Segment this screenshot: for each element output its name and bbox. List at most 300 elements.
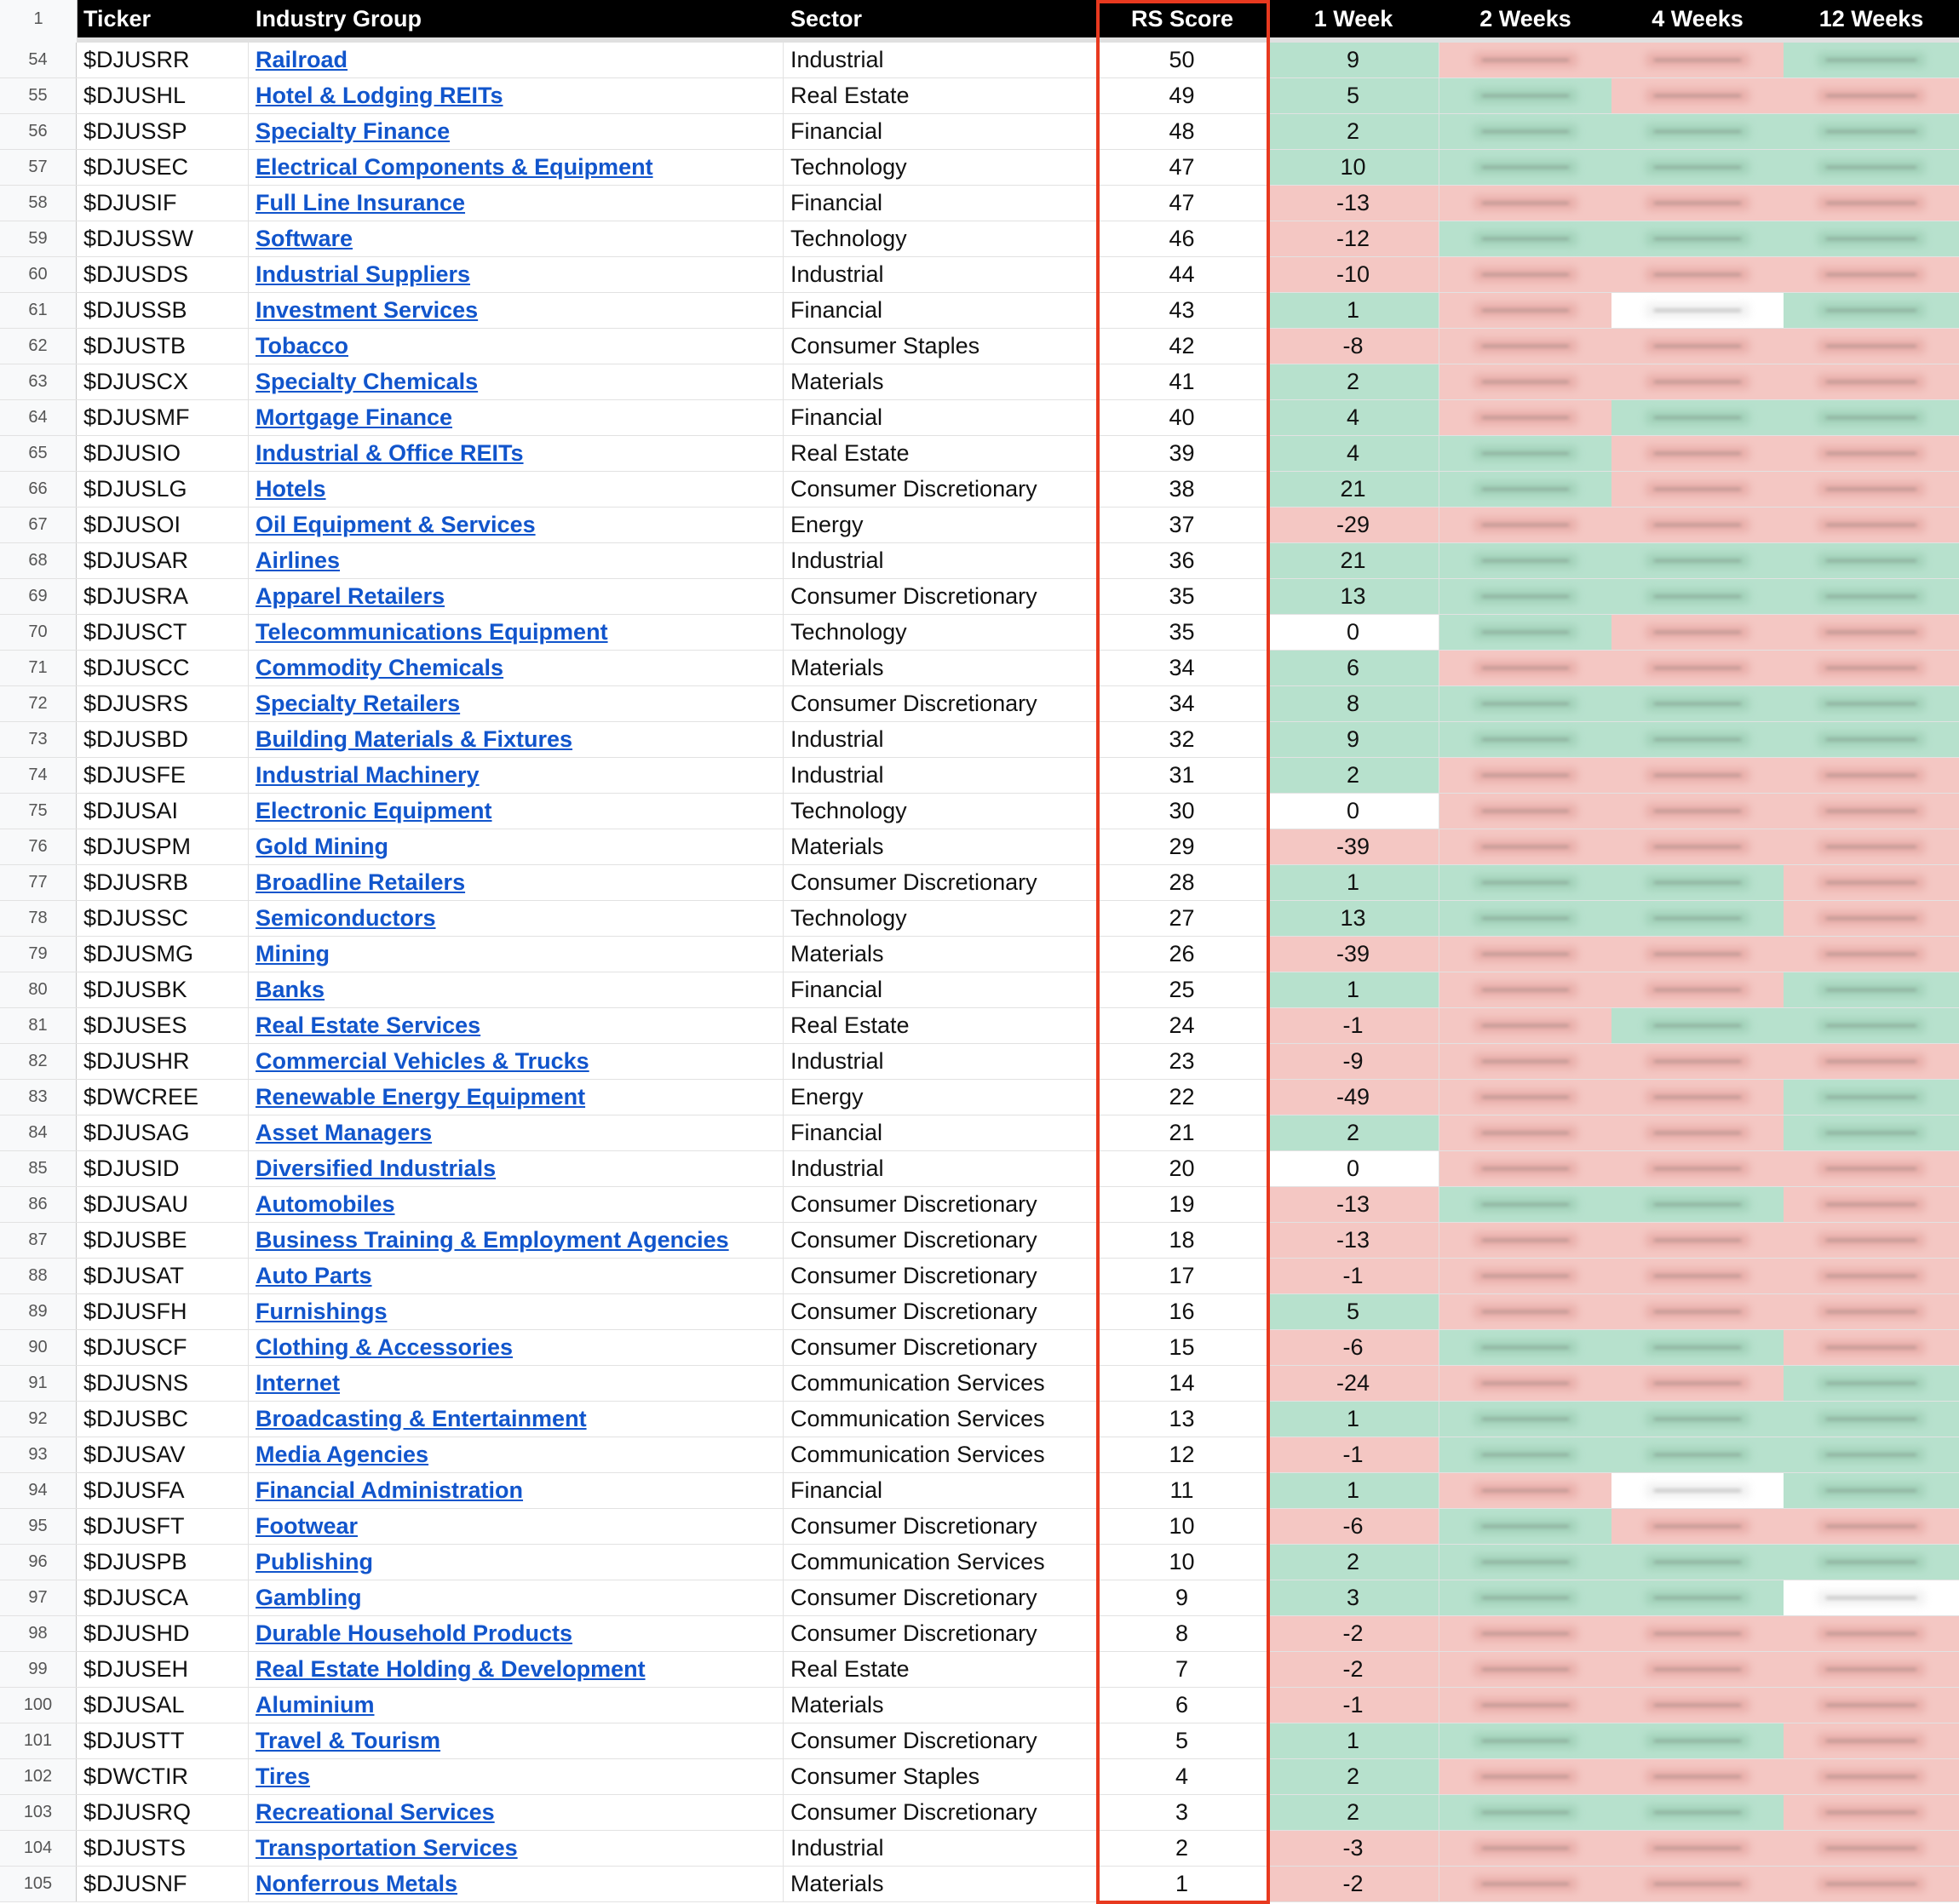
sector-cell[interactable]: Communication Services [784,1366,1097,1401]
sector-cell[interactable]: Industrial [784,1151,1097,1186]
rs-score-cell[interactable]: 4 [1097,1759,1267,1794]
one-week-change-cell[interactable]: 2 [1267,1115,1439,1150]
row-number[interactable]: 55 [0,78,77,113]
industry-group-link[interactable]: Recreational Services [256,1799,495,1825]
row-number[interactable]: 85 [0,1151,77,1186]
rs-score-cell[interactable]: 34 [1097,651,1267,685]
sector-cell[interactable]: Materials [784,829,1097,864]
industry-group-link[interactable]: Hotels [256,476,326,502]
four-weeks-change-cell-redacted[interactable] [1611,1080,1784,1115]
row-number[interactable]: 56 [0,114,77,149]
four-weeks-change-cell-redacted[interactable] [1611,651,1784,685]
one-week-change-cell[interactable]: 2 [1267,114,1439,149]
sector-cell[interactable]: Industrial [784,1044,1097,1079]
row-number[interactable]: 66 [0,472,77,507]
four-weeks-change-cell-redacted[interactable] [1611,972,1784,1007]
row-number[interactable]: 101 [0,1723,77,1758]
two-weeks-change-cell-redacted[interactable] [1439,293,1611,328]
row-number[interactable]: 62 [0,329,77,364]
industry-group-link[interactable]: Specialty Retailers [256,691,461,716]
industry-group-link[interactable]: Industrial & Office REITs [256,440,524,466]
rs-score-cell[interactable]: 19 [1097,1187,1267,1222]
sector-cell[interactable]: Financial [784,293,1097,328]
twelve-weeks-change-cell-redacted[interactable] [1784,1366,1959,1401]
ticker-cell[interactable]: $DJUSNF [77,1867,249,1901]
ticker-cell[interactable]: $DJUSPM [77,829,249,864]
row-number[interactable]: 91 [0,1366,77,1401]
ticker-cell[interactable]: $DJUSDS [77,257,249,292]
ticker-cell[interactable]: $DJUSSB [77,293,249,328]
twelve-weeks-change-cell-redacted[interactable] [1784,1223,1959,1258]
sector-cell[interactable]: Financial [784,972,1097,1007]
row-number[interactable]: 63 [0,364,77,399]
sector-cell[interactable]: Materials [784,1688,1097,1723]
twelve-weeks-change-cell-redacted[interactable] [1784,1330,1959,1365]
one-week-change-cell[interactable]: 1 [1267,1473,1439,1508]
ticker-cell[interactable]: $DJUSTT [77,1723,249,1758]
industry-group-link[interactable]: Furnishings [256,1299,388,1324]
sector-cell[interactable]: Consumer Staples [784,329,1097,364]
column-header-rs-score[interactable]: RS Score [1130,6,1234,32]
industry-group-link[interactable]: Publishing [256,1549,373,1574]
four-weeks-change-cell-redacted[interactable] [1611,1259,1784,1293]
four-weeks-change-cell-redacted[interactable] [1611,1294,1784,1329]
rs-score-cell[interactable]: 26 [1097,937,1267,972]
ticker-cell[interactable]: $DJUSBD [77,722,249,757]
industry-group-link[interactable]: Oil Equipment & Services [256,512,536,537]
four-weeks-change-cell-redacted[interactable] [1611,1580,1784,1615]
sector-cell[interactable]: Communication Services [784,1545,1097,1580]
twelve-weeks-change-cell-redacted[interactable] [1784,472,1959,507]
twelve-weeks-change-cell-redacted[interactable] [1784,150,1959,185]
header-row-number[interactable]: 1 [0,0,78,43]
sector-cell[interactable]: Consumer Discretionary [784,865,1097,900]
two-weeks-change-cell-redacted[interactable] [1439,150,1611,185]
two-weeks-change-cell-redacted[interactable] [1439,1008,1611,1043]
rs-score-cell[interactable]: 42 [1097,329,1267,364]
twelve-weeks-change-cell-redacted[interactable] [1784,1008,1959,1043]
column-header-1-week[interactable]: 1 Week [1313,6,1393,32]
four-weeks-change-cell-redacted[interactable] [1611,1652,1784,1687]
one-week-change-cell[interactable]: -6 [1267,1509,1439,1544]
twelve-weeks-change-cell-redacted[interactable] [1784,114,1959,149]
twelve-weeks-change-cell-redacted[interactable] [1784,508,1959,542]
twelve-weeks-change-cell-redacted[interactable] [1784,1473,1959,1508]
rs-score-cell[interactable]: 35 [1097,615,1267,650]
two-weeks-change-cell-redacted[interactable] [1439,1402,1611,1437]
two-weeks-change-cell-redacted[interactable] [1439,1723,1611,1758]
four-weeks-change-cell-redacted[interactable] [1611,901,1784,936]
one-week-change-cell[interactable]: 3 [1267,1580,1439,1615]
two-weeks-change-cell-redacted[interactable] [1439,579,1611,614]
rs-score-cell[interactable]: 22 [1097,1080,1267,1115]
one-week-change-cell[interactable]: 21 [1267,543,1439,578]
two-weeks-change-cell-redacted[interactable] [1439,78,1611,113]
industry-group-link[interactable]: Clothing & Accessories [256,1334,514,1360]
industry-group-link[interactable]: Building Materials & Fixtures [256,726,573,752]
twelve-weeks-change-cell-redacted[interactable] [1784,615,1959,650]
four-weeks-change-cell-redacted[interactable] [1611,1795,1784,1830]
ticker-cell[interactable]: $DWCREE [77,1080,249,1115]
one-week-change-cell[interactable]: -8 [1267,329,1439,364]
ticker-cell[interactable]: $DJUSTS [77,1831,249,1866]
rs-score-cell[interactable]: 1 [1097,1867,1267,1901]
industry-group-link[interactable]: Gold Mining [256,834,388,859]
two-weeks-change-cell-redacted[interactable] [1439,937,1611,972]
twelve-weeks-change-cell-redacted[interactable] [1784,758,1959,793]
rs-score-cell[interactable]: 15 [1097,1330,1267,1365]
industry-group-link[interactable]: Investment Services [256,297,479,323]
ticker-cell[interactable]: $DJUSES [77,1008,249,1043]
four-weeks-change-cell-redacted[interactable] [1611,937,1784,972]
one-week-change-cell[interactable]: 6 [1267,651,1439,685]
four-weeks-change-cell-redacted[interactable] [1611,1437,1784,1472]
industry-group-link[interactable]: Full Line Insurance [256,190,466,215]
ticker-cell[interactable]: $DJUSPB [77,1545,249,1580]
four-weeks-change-cell-redacted[interactable] [1611,508,1784,542]
four-weeks-change-cell-redacted[interactable] [1611,1366,1784,1401]
sector-cell[interactable]: Consumer Discretionary [784,1259,1097,1293]
industry-group-link[interactable]: Renewable Energy Equipment [256,1084,586,1110]
twelve-weeks-change-cell-redacted[interactable] [1784,400,1959,435]
ticker-cell[interactable]: $DJUSTB [77,329,249,364]
rs-score-cell[interactable]: 5 [1097,1723,1267,1758]
one-week-change-cell[interactable]: -13 [1267,1187,1439,1222]
row-number[interactable]: 64 [0,400,77,435]
sector-cell[interactable]: Industrial [784,722,1097,757]
industry-group-link[interactable]: Business Training & Employment Agencies [256,1227,729,1253]
rs-score-cell[interactable]: 2 [1097,1831,1267,1866]
four-weeks-change-cell-redacted[interactable] [1611,1545,1784,1580]
one-week-change-cell[interactable]: 1 [1267,865,1439,900]
sector-cell[interactable]: Communication Services [784,1437,1097,1472]
two-weeks-change-cell-redacted[interactable] [1439,1688,1611,1723]
one-week-change-cell[interactable]: 4 [1267,400,1439,435]
industry-group-link[interactable]: Banks [256,977,325,1002]
ticker-cell[interactable]: $DJUSRR [77,43,249,77]
two-weeks-change-cell-redacted[interactable] [1439,1330,1611,1365]
ticker-cell[interactable]: $DJUSAL [77,1688,249,1723]
twelve-weeks-change-cell-redacted[interactable] [1784,1831,1959,1866]
four-weeks-change-cell-redacted[interactable] [1611,1151,1784,1186]
industry-group-link[interactable]: Semiconductors [256,905,436,931]
ticker-cell[interactable]: $DJUSEH [77,1652,249,1687]
row-number[interactable]: 61 [0,293,77,328]
rs-score-cell[interactable]: 46 [1097,221,1267,256]
sector-cell[interactable]: Consumer Discretionary [784,1616,1097,1651]
row-number[interactable]: 80 [0,972,77,1007]
two-weeks-change-cell-redacted[interactable] [1439,758,1611,793]
industry-group-link[interactable]: Diversified Industrials [256,1156,497,1181]
rs-score-cell[interactable]: 32 [1097,722,1267,757]
rs-score-cell[interactable]: 41 [1097,364,1267,399]
ticker-cell[interactable]: $DJUSMG [77,937,249,972]
two-weeks-change-cell-redacted[interactable] [1439,1545,1611,1580]
industry-group-link[interactable]: Aluminium [256,1692,375,1718]
four-weeks-change-cell-redacted[interactable] [1611,364,1784,399]
one-week-change-cell[interactable]: -1 [1267,1259,1439,1293]
industry-group-link[interactable]: Durable Household Products [256,1620,573,1646]
sector-cell[interactable]: Consumer Discretionary [784,579,1097,614]
industry-group-link[interactable]: Railroad [256,47,348,72]
twelve-weeks-change-cell-redacted[interactable] [1784,364,1959,399]
industry-group-link[interactable]: Electrical Components & Equipment [256,154,653,180]
row-number[interactable]: 72 [0,686,77,721]
ticker-cell[interactable]: $DJUSSP [77,114,249,149]
rs-score-cell[interactable]: 13 [1097,1402,1267,1437]
two-weeks-change-cell-redacted[interactable] [1439,43,1611,77]
rs-score-cell[interactable]: 43 [1097,293,1267,328]
ticker-cell[interactable]: $DJUSHR [77,1044,249,1079]
sector-cell[interactable]: Energy [784,508,1097,542]
sector-cell[interactable]: Consumer Discretionary [784,686,1097,721]
two-weeks-change-cell-redacted[interactable] [1439,722,1611,757]
two-weeks-change-cell-redacted[interactable] [1439,1580,1611,1615]
twelve-weeks-change-cell-redacted[interactable] [1784,579,1959,614]
two-weeks-change-cell-redacted[interactable] [1439,114,1611,149]
ticker-cell[interactable]: $DJUSID [77,1151,249,1186]
rs-score-cell[interactable]: 23 [1097,1044,1267,1079]
rs-score-cell[interactable]: 40 [1097,400,1267,435]
two-weeks-change-cell-redacted[interactable] [1439,1259,1611,1293]
four-weeks-change-cell-redacted[interactable] [1611,257,1784,292]
sector-cell[interactable]: Industrial [784,257,1097,292]
twelve-weeks-change-cell-redacted[interactable] [1784,1044,1959,1079]
industry-group-link[interactable]: Tires [256,1763,311,1789]
four-weeks-change-cell-redacted[interactable] [1611,1616,1784,1651]
row-number[interactable]: 65 [0,436,77,471]
twelve-weeks-change-cell-redacted[interactable] [1784,1259,1959,1293]
four-weeks-change-cell-redacted[interactable] [1611,150,1784,185]
row-number[interactable]: 68 [0,543,77,578]
one-week-change-cell[interactable]: 8 [1267,686,1439,721]
one-week-change-cell[interactable]: -1 [1267,1008,1439,1043]
two-weeks-change-cell-redacted[interactable] [1439,1187,1611,1222]
ticker-cell[interactable]: $DJUSBK [77,972,249,1007]
rs-score-cell[interactable]: 27 [1097,901,1267,936]
two-weeks-change-cell-redacted[interactable] [1439,186,1611,221]
ticker-cell[interactable]: $DJUSCC [77,651,249,685]
industry-group-link[interactable]: Commodity Chemicals [256,655,504,680]
four-weeks-change-cell-redacted[interactable] [1611,1402,1784,1437]
rs-score-cell[interactable]: 37 [1097,508,1267,542]
rs-score-cell[interactable]: 35 [1097,579,1267,614]
twelve-weeks-change-cell-redacted[interactable] [1784,829,1959,864]
industry-group-link[interactable]: Software [256,226,353,251]
two-weeks-change-cell-redacted[interactable] [1439,1795,1611,1830]
ticker-cell[interactable]: $DJUSRB [77,865,249,900]
one-week-change-cell[interactable]: 2 [1267,1759,1439,1794]
ticker-cell[interactable]: $DJUSCF [77,1330,249,1365]
ticker-cell[interactable]: $DJUSBC [77,1402,249,1437]
industry-group-link[interactable]: Tobacco [256,333,349,358]
one-week-change-cell[interactable]: 1 [1267,1723,1439,1758]
four-weeks-change-cell-redacted[interactable] [1611,1831,1784,1866]
ticker-cell[interactable]: $DJUSCX [77,364,249,399]
four-weeks-change-cell-redacted[interactable] [1611,722,1784,757]
row-number[interactable]: 105 [0,1867,77,1901]
two-weeks-change-cell-redacted[interactable] [1439,1867,1611,1901]
rs-score-cell[interactable]: 34 [1097,686,1267,721]
twelve-weeks-change-cell-redacted[interactable] [1784,1545,1959,1580]
industry-group-link[interactable]: Transportation Services [256,1835,518,1861]
rs-score-cell[interactable]: 8 [1097,1616,1267,1651]
sector-cell[interactable]: Materials [784,937,1097,972]
sector-cell[interactable]: Real Estate [784,1652,1097,1687]
sector-cell[interactable]: Technology [784,150,1097,185]
four-weeks-change-cell-redacted[interactable] [1611,1688,1784,1723]
row-number[interactable]: 82 [0,1044,77,1079]
two-weeks-change-cell-redacted[interactable] [1439,1080,1611,1115]
row-number[interactable]: 94 [0,1473,77,1508]
row-number[interactable]: 69 [0,579,77,614]
sector-cell[interactable]: Consumer Discretionary [784,1187,1097,1222]
industry-group-link[interactable]: Internet [256,1370,341,1396]
two-weeks-change-cell-redacted[interactable] [1439,686,1611,721]
two-weeks-change-cell-redacted[interactable] [1439,1759,1611,1794]
ticker-cell[interactable]: $DJUSAV [77,1437,249,1472]
one-week-change-cell[interactable]: -12 [1267,221,1439,256]
sector-cell[interactable]: Real Estate [784,1008,1097,1043]
row-number[interactable]: 67 [0,508,77,542]
one-week-change-cell[interactable]: 1 [1267,293,1439,328]
industry-group-link[interactable]: Real Estate Services [256,1012,481,1038]
row-number[interactable]: 93 [0,1437,77,1472]
one-week-change-cell[interactable]: 13 [1267,901,1439,936]
industry-group-link[interactable]: Mortgage Finance [256,404,453,430]
industry-group-link[interactable]: Asset Managers [256,1120,433,1145]
four-weeks-change-cell-redacted[interactable] [1611,1115,1784,1150]
industry-group-link[interactable]: Specialty Chemicals [256,369,479,394]
one-week-change-cell[interactable]: 2 [1267,1545,1439,1580]
one-week-change-cell[interactable]: 13 [1267,579,1439,614]
two-weeks-change-cell-redacted[interactable] [1439,972,1611,1007]
four-weeks-change-cell-redacted[interactable] [1611,221,1784,256]
sector-cell[interactable]: Communication Services [784,1402,1097,1437]
two-weeks-change-cell-redacted[interactable] [1439,1044,1611,1079]
one-week-change-cell[interactable]: -9 [1267,1044,1439,1079]
four-weeks-change-cell-redacted[interactable] [1611,794,1784,829]
one-week-change-cell[interactable]: 9 [1267,43,1439,77]
row-number[interactable]: 100 [0,1688,77,1723]
four-weeks-change-cell-redacted[interactable] [1611,543,1784,578]
sector-cell[interactable]: Technology [784,794,1097,829]
row-number[interactable]: 71 [0,651,77,685]
twelve-weeks-change-cell-redacted[interactable] [1784,329,1959,364]
twelve-weeks-change-cell-redacted[interactable] [1784,865,1959,900]
rs-score-cell[interactable]: 49 [1097,78,1267,113]
sector-cell[interactable]: Industrial [784,543,1097,578]
column-header-ticker[interactable]: Ticker [83,6,152,32]
ticker-cell[interactable]: $DJUSBE [77,1223,249,1258]
four-weeks-change-cell-redacted[interactable] [1611,579,1784,614]
twelve-weeks-change-cell-redacted[interactable] [1784,901,1959,936]
rs-score-cell[interactable]: 28 [1097,865,1267,900]
ticker-cell[interactable]: $DJUSEC [77,150,249,185]
ticker-cell[interactable]: $DWCTIR [77,1759,249,1794]
sector-cell[interactable]: Consumer Discretionary [784,1223,1097,1258]
industry-group-link[interactable]: Nonferrous Metals [256,1871,458,1896]
two-weeks-change-cell-redacted[interactable] [1439,436,1611,471]
one-week-change-cell[interactable]: -3 [1267,1831,1439,1866]
rs-score-cell[interactable]: 25 [1097,972,1267,1007]
two-weeks-change-cell-redacted[interactable] [1439,1366,1611,1401]
row-number[interactable]: 98 [0,1616,77,1651]
column-header-4-weeks[interactable]: 4 Weeks [1652,6,1744,32]
rs-score-cell[interactable]: 44 [1097,257,1267,292]
sector-cell[interactable]: Industrial [784,43,1097,77]
ticker-cell[interactable]: $DJUSHL [77,78,249,113]
sector-cell[interactable]: Energy [784,1080,1097,1115]
two-weeks-change-cell-redacted[interactable] [1439,901,1611,936]
rs-score-cell[interactable]: 29 [1097,829,1267,864]
sector-cell[interactable]: Materials [784,651,1097,685]
one-week-change-cell[interactable]: 1 [1267,972,1439,1007]
two-weeks-change-cell-redacted[interactable] [1439,794,1611,829]
industry-group-link[interactable]: Travel & Tourism [256,1728,441,1753]
industry-group-link[interactable]: Footwear [256,1513,359,1539]
row-number[interactable]: 90 [0,1330,77,1365]
row-number[interactable]: 84 [0,1115,77,1150]
twelve-weeks-change-cell-redacted[interactable] [1784,1151,1959,1186]
one-week-change-cell[interactable]: 21 [1267,472,1439,507]
four-weeks-change-cell-redacted[interactable] [1611,1759,1784,1794]
sector-cell[interactable]: Financial [784,1473,1097,1508]
two-weeks-change-cell-redacted[interactable] [1439,651,1611,685]
row-number[interactable]: 92 [0,1402,77,1437]
one-week-change-cell[interactable]: -39 [1267,937,1439,972]
four-weeks-change-cell-redacted[interactable] [1611,758,1784,793]
one-week-change-cell[interactable]: -1 [1267,1437,1439,1472]
sector-cell[interactable]: Materials [784,1867,1097,1901]
one-week-change-cell[interactable]: -2 [1267,1867,1439,1901]
four-weeks-change-cell-redacted[interactable] [1611,329,1784,364]
industry-group-link[interactable]: Real Estate Holding & Development [256,1656,646,1682]
two-weeks-change-cell-redacted[interactable] [1439,329,1611,364]
industry-group-link[interactable]: Apparel Retailers [256,583,445,609]
ticker-cell[interactable]: $DJUSFT [77,1509,249,1544]
sector-cell[interactable]: Consumer Discretionary [784,1330,1097,1365]
two-weeks-change-cell-redacted[interactable] [1439,543,1611,578]
twelve-weeks-change-cell-redacted[interactable] [1784,794,1959,829]
sector-cell[interactable]: Consumer Discretionary [784,1723,1097,1758]
twelve-weeks-change-cell-redacted[interactable] [1784,78,1959,113]
row-number[interactable]: 76 [0,829,77,864]
four-weeks-change-cell-redacted[interactable] [1611,293,1784,328]
two-weeks-change-cell-redacted[interactable] [1439,1616,1611,1651]
rs-score-cell[interactable]: 11 [1097,1473,1267,1508]
two-weeks-change-cell-redacted[interactable] [1439,615,1611,650]
ticker-cell[interactable]: $DJUSFE [77,758,249,793]
sector-cell[interactable]: Materials [784,364,1097,399]
sector-cell[interactable]: Consumer Discretionary [784,472,1097,507]
twelve-weeks-change-cell-redacted[interactable] [1784,1509,1959,1544]
rs-score-cell[interactable]: 16 [1097,1294,1267,1329]
industry-group-link[interactable]: Telecommunications Equipment [256,619,608,645]
row-number[interactable]: 59 [0,221,77,256]
one-week-change-cell[interactable]: -39 [1267,829,1439,864]
sector-cell[interactable]: Financial [784,186,1097,221]
four-weeks-change-cell-redacted[interactable] [1611,43,1784,77]
twelve-weeks-change-cell-redacted[interactable] [1784,1115,1959,1150]
sector-cell[interactable]: Financial [784,1115,1097,1150]
one-week-change-cell[interactable]: -13 [1267,1223,1439,1258]
one-week-change-cell[interactable]: 0 [1267,794,1439,829]
row-number[interactable]: 88 [0,1259,77,1293]
ticker-cell[interactable]: $DJUSFA [77,1473,249,1508]
twelve-weeks-change-cell-redacted[interactable] [1784,1187,1959,1222]
ticker-cell[interactable]: $DJUSRA [77,579,249,614]
